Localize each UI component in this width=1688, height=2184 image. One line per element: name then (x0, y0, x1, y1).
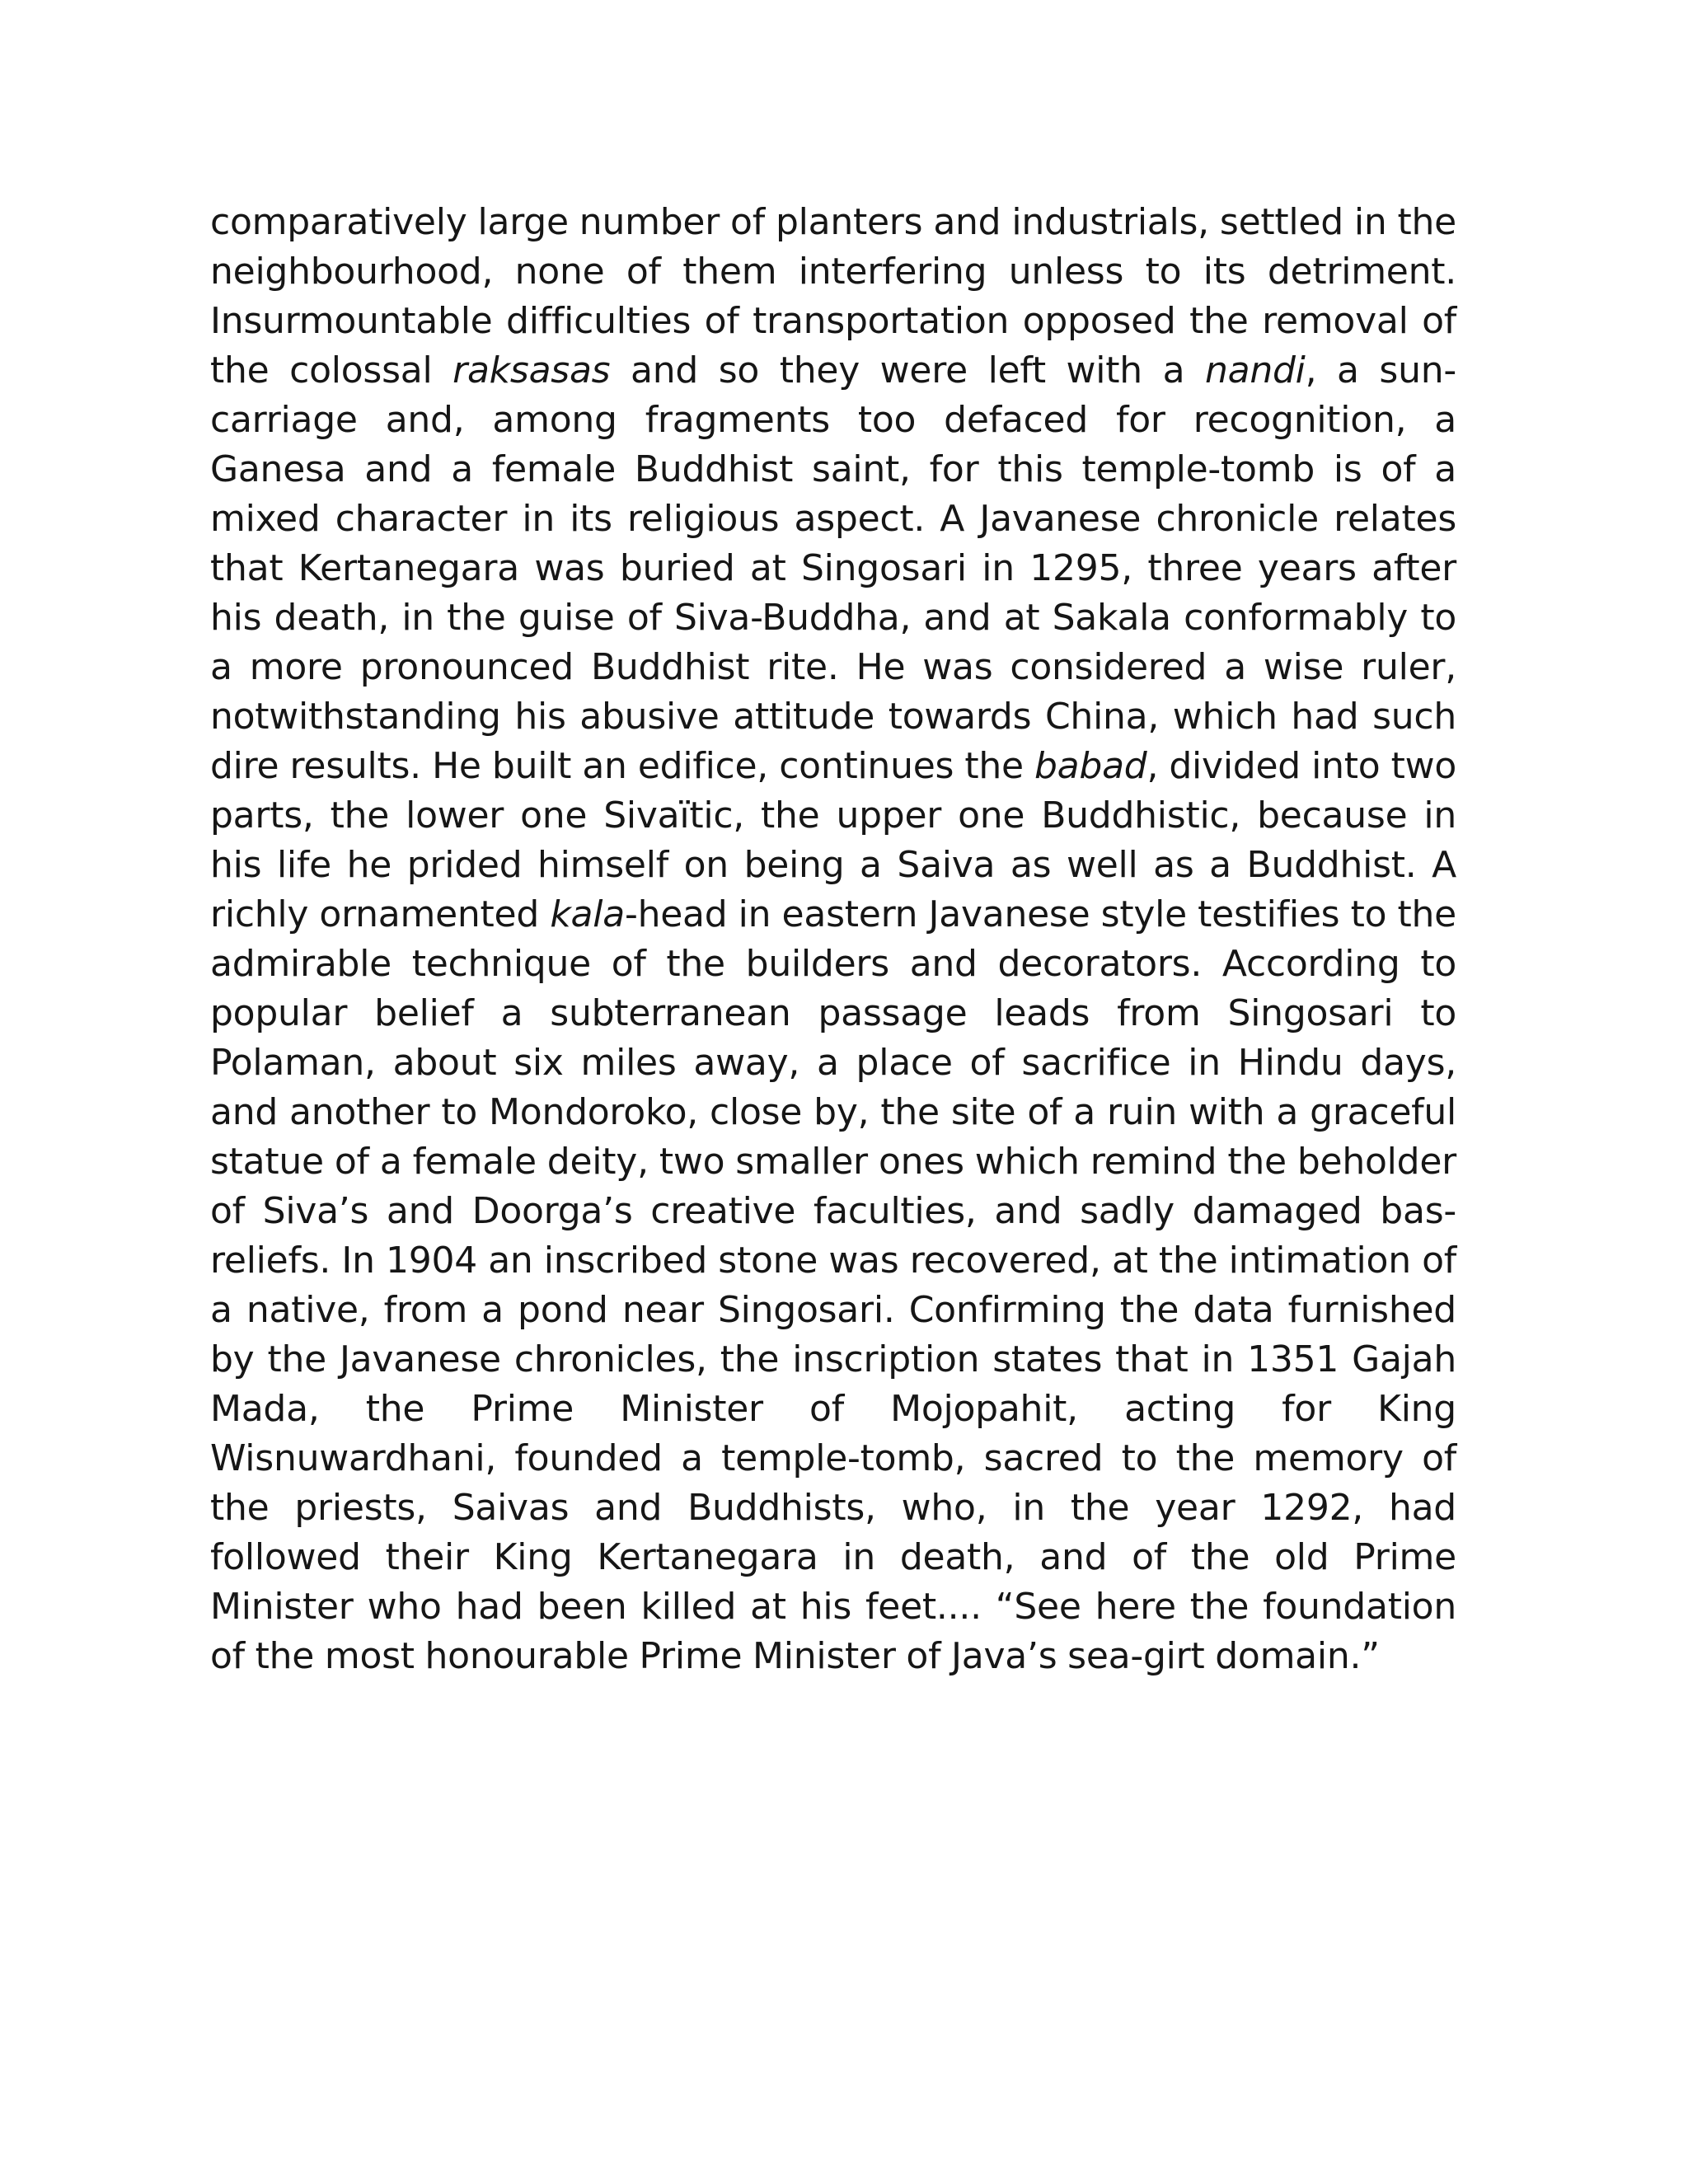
italic-term-nandi: nandi (1204, 349, 1306, 391)
body-paragraph (210, 198, 1456, 1681)
italic-term-raksasas: raksasas (452, 349, 611, 391)
text-segment: and so they were left with a (610, 349, 1205, 391)
italic-term-kala: kala (550, 893, 625, 935)
text-segment: -head in eastern Javanese style testifies to the admirable technique of the builders and decorators. According to popular belief a subterranean passage leads from Singosari to Polaman, about six miles away, a place of sacrifice in Hindu days, and another to Mondoroko, close by, the site of a ruin with a graceful statue of a female deity, two smaller ones which remind the beholder of Siva’s and Doorga’s creative faculties, and sadly damaged bas-reliefs. In 1904 an inscribed stone was recovered, at the intimation of a native, from a pond near Singosari. Confirming the data furnished by the Javanese chronicles, the inscription states that in 1351 Gajah Mada, the Prime Minister of Mojopahit, acting for King Wisnuwardhani, founded a temple-tomb, sacred to the memory of the priests, Saivas and Buddhists, who, in the year 1292, had followed their King Kertanegara in death, and of the old Prime Minister who had been killed at his feet.... “See here the foundation of the most honourable Prime Minister of Java’s sea-girt domain.” (210, 893, 1456, 1677)
text-segment: , divided into two parts, the lower one Sivaïtic, the upper one Buddhistic, because in his life he prided himself on being a Saiva as well as a Buddhist. A richly ornamented (210, 745, 1456, 935)
text-segment: , a sun-carriage and, among fragments too defaced for recognition, a Ganesa and a female Buddhist saint, for this temple-tomb is of a mixed character in its religious aspect. A Javanese chronicle relates that Kertanegara was buried at Singosari in 1295, three years after his death, in the guise of Siva-Buddha, and at Sakala conformably to a more pronounced Buddhist rite. He was considered a wise ruler, notwithstanding his abusive attitude towards China, which had such dire results. He built an edifice, continues the (210, 349, 1456, 787)
text-segment: comparatively large number of planters and industrials, settled in the neighbourhood, none of them interfering unless to its detriment. Insurmountable difficulties of transportation opposed the removal of the colossal (210, 201, 1456, 391)
italic-term-babad: babad (1034, 745, 1147, 787)
